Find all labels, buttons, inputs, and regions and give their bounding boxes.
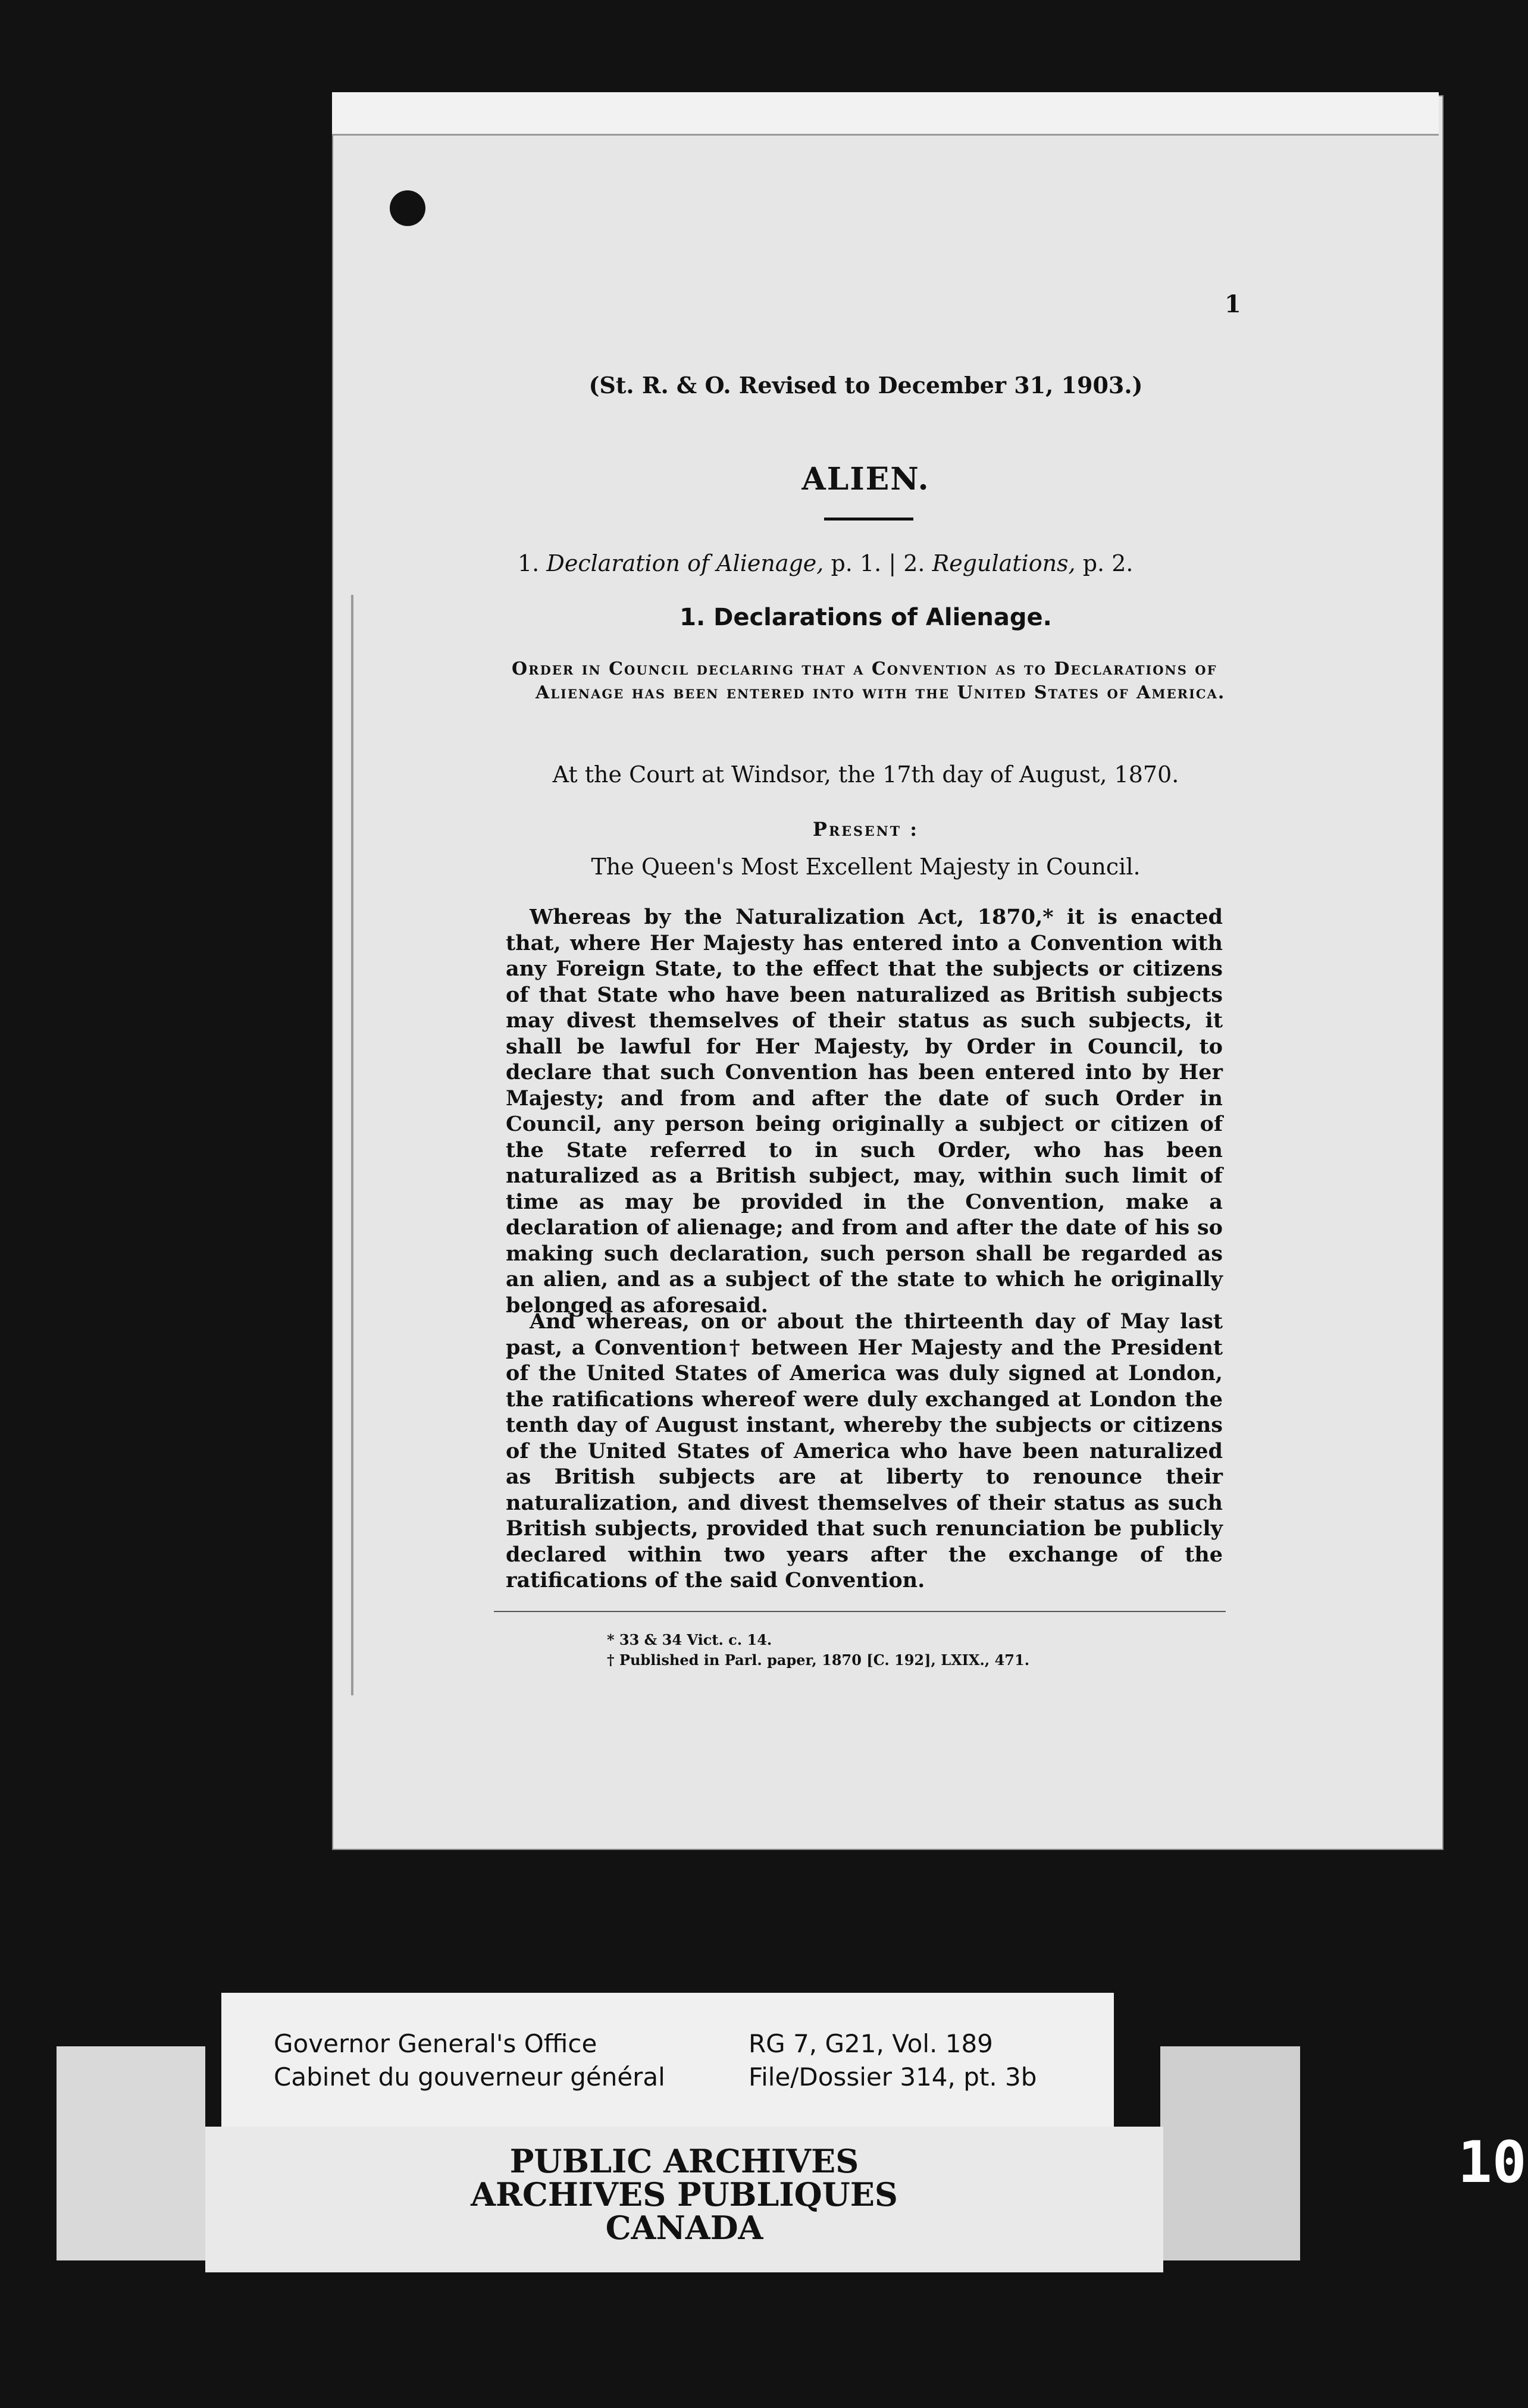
order-heading: Order in Council declaring that a Convention as to Declarations of Alienage has been entered into with the United States of America. [512, 659, 1226, 703]
archives-stamp [205, 2142, 1163, 2247]
paragraph-whereas: Whereas by the Naturalization Act, 1870,* it is enacted that, where Her Majesty has entered into a Convention with any Foreign State, to the effect that the subjects or citizens of that State who have been naturalized as British subjects may divest themselves of their status as such subjects, it shall be lawful for Her Majesty, by Order in Council, to declare that such Convention has been entered into by Her Majesty; and from and after the date of such Order in Council, any person being originally a subject or citizen of the State referred to in such Order, who has been naturalized as a British subject, may, within such limit of time as may be provided in the Convention, make a declaration of alienage; and from and after the date of his so making such declaration, such person shall be regarded as an alien, and as a subject of the state to which he originally belonged as aforesaid. [506, 905, 1223, 1318]
punch-hole [390, 190, 425, 226]
footnote-1: * 33 & 34 Vict. c. 14. [607, 1631, 772, 1648]
margin-line [351, 595, 353, 1695]
section-heading: 1. Declarations of Alienage. [680, 604, 1052, 631]
reference-numbers [749, 2027, 1037, 2094]
record-group-reference: RG 7, G21, Vol. 189 [749, 2029, 993, 2058]
film-frame-number: 10 [1458, 2130, 1527, 2195]
archives-english: PUBLIC ARCHIVES [509, 2142, 859, 2180]
office-english: Governor General's Office [274, 2029, 597, 2058]
revised-line: (St. R. & O. Revised to December 31, 1903.) [588, 372, 1143, 399]
footnote-rule [494, 1611, 1226, 1612]
contents-item2-num: 2. [903, 550, 925, 576]
file-reference: File/Dossier 314, pt. 3b [749, 2062, 1037, 2092]
archives-country: CANADA [605, 2209, 763, 2247]
contents-item1-text: Declaration of Alienage, [546, 550, 824, 576]
contents-separator: | [888, 550, 897, 576]
archive-label-left-tab [57, 2046, 205, 2260]
contents-item2-page: p. 2. [1082, 550, 1134, 576]
archive-label-right-tab [1160, 2046, 1300, 2260]
office-french: Cabinet du gouverneur général [274, 2062, 665, 2092]
title-rule [824, 518, 913, 521]
page-top-strip [332, 92, 1439, 136]
present-label: Present : [812, 818, 919, 841]
contents-item1-page: p. 1. [831, 550, 882, 576]
footnotes [607, 1630, 1142, 1670]
contents-item2-text: Regulations, [932, 550, 1076, 576]
footnote-2: † Published in Parl. paper, 1870 [C. 192], LXIX., 471. [607, 1651, 1030, 1669]
paragraph-and-whereas: And whereas, on or about the thirteenth day of May last past, a Convention† between Her Majesty and the President of the United States of America was duly signed at London, the ratifications whereof were duly exchanged at London the tenth day of August instant, whereby the subjects or citizens of the United States of America who have been naturalized as British subjects are at liberty to renounce their naturalization, and divest themselves of their status as such British subjects, provided that such renunciation be publicly declared within two years after the exchange of the ratifications of the said Convention. [506, 1309, 1223, 1592]
contents-line [518, 550, 1208, 576]
majesty-line: The Queen's Most Excellent Majesty in Council. [591, 854, 1141, 880]
archives-french: ARCHIVES PUBLIQUES [471, 2175, 898, 2213]
court-line: At the Court at Windsor, the 17th day of August, 1870. [552, 761, 1179, 788]
office-names [274, 2027, 665, 2094]
page-title: ALIEN. [801, 461, 930, 497]
contents-item1-num: 1. [518, 550, 540, 576]
page-number: 1 [1225, 290, 1241, 318]
